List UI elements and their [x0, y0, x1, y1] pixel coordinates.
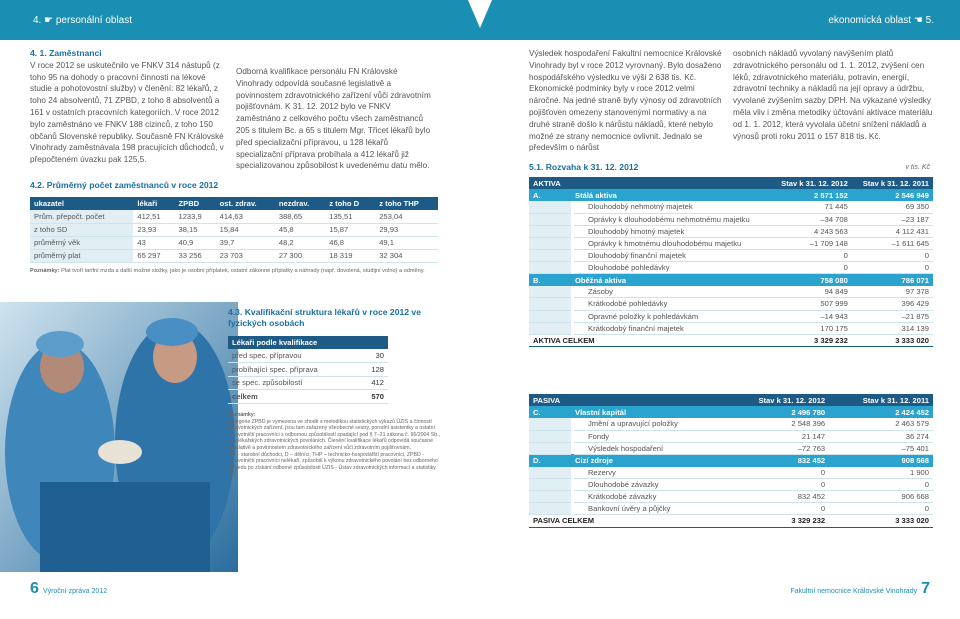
row-label: Fondy — [574, 430, 725, 442]
value-2012: 2 548 396 — [725, 418, 829, 430]
staff-cell: 49,1 — [375, 236, 438, 249]
sec41-p2: Odborná kvalifikace personálu FN Královské Vinohrady odpovídá současné legislativě a povinnostem zdravotnického zařízení vůči zdravotním pojišťovnám. K 31. 12. 2012 bylo ve FNKV zaměstnáno z celkového počtu všech zaměstnanců 205 s titulem Bc. a 65 s titulem Mgr. Třicet lékařů bylo před specializační přípravou, u 128 lékařů specializační příprava probíhala a 412 lékařů již specializovanou způsobilost k uvedenému datu mělo. — [236, 67, 431, 171]
value-2011: 2 463 579 — [829, 418, 933, 430]
row-label: Rezervy — [574, 467, 725, 479]
staff-cell: 23,93 — [133, 223, 174, 236]
value-2011: 3 333 020 — [829, 515, 933, 527]
surgery-photo — [0, 302, 238, 572]
balance-head — [529, 394, 933, 406]
row-code — [529, 250, 571, 262]
doctors-value: 128 — [359, 363, 388, 377]
staff-cell: 412,51 — [133, 210, 174, 223]
table-row — [529, 503, 933, 515]
doctors-value: 412 — [359, 376, 388, 390]
row-code — [529, 237, 571, 249]
table-row — [228, 390, 388, 404]
row-code: D. — [529, 454, 571, 466]
table-row — [529, 322, 933, 334]
staff-cell: průměrný věk — [30, 236, 133, 249]
table-row — [529, 491, 933, 503]
sec41-title: 4. 1. Zaměstnanci — [30, 48, 102, 58]
value-2011: –75 401 — [829, 442, 933, 454]
staff-cell: 33 256 — [174, 249, 215, 262]
balance-head-2012: Stav k 31. 12. 2012 — [725, 394, 829, 406]
row-label: Cizí zdroje — [571, 454, 725, 466]
table-row — [228, 363, 388, 377]
table-row — [529, 274, 933, 286]
value-2012: 0 — [725, 467, 829, 479]
table-row — [529, 467, 933, 479]
right-p1: Výsledek hospodaření Fakultní nemocnice Královské Vinohrady byl v roce 2012 vyrovnaný. Bylo dosaženo hospodářského výsledku ve výši 2 638 tis. Kč. Ekonomické podmínky byly v roce 2012 velmi náročné. Na jedné straně byly výnosy od zdravotních pojišťoven omezeny stanovenými normativy a na druhé straně došlo k nárůstu nákladů, které nebylo možné ze strany nemocnice ovlivnit. Jednalo se především o nárůst — [529, 49, 722, 153]
staff-cell: 18 319 — [325, 249, 375, 262]
staff-cell: 27 300 — [275, 249, 325, 262]
row-label: Dlouhodobý hmotný majetek — [574, 225, 770, 237]
staff-cell: 1233,9 — [174, 210, 215, 223]
value-2011: 908 568 — [829, 454, 933, 466]
row-code — [529, 298, 571, 310]
staff-cell: 135,51 — [325, 210, 375, 223]
value-2012: 2 571 152 — [770, 189, 852, 201]
value-2011: 0 — [852, 250, 933, 262]
doctors-table-head: Lékaři podle kvalifikace — [228, 336, 388, 349]
row-code — [529, 418, 571, 430]
balance-head-2011: Stav k 31. 12. 2011 — [852, 177, 933, 189]
staff-cell: 38,15 — [174, 223, 215, 236]
value-2012: –72 763 — [725, 442, 829, 454]
value-2012: 2 496 780 — [725, 406, 829, 418]
row-code — [529, 467, 571, 479]
table-row — [228, 376, 388, 390]
staff-cell: 48,2 — [275, 236, 325, 249]
value-2012: 170 175 — [770, 322, 852, 334]
value-2012: –34 708 — [770, 213, 852, 225]
staff-cell: 253,04 — [375, 210, 438, 223]
table-row — [529, 237, 933, 249]
table-row — [30, 249, 438, 262]
sec42-title: 4.2. Průměrný počet zaměstnanců v roce 2012 — [30, 180, 219, 190]
staff-cell: 39,7 — [216, 236, 275, 249]
value-2011: 786 071 — [852, 274, 933, 286]
value-2012: 3 329 232 — [770, 334, 852, 346]
staff-col-5: z toho D — [325, 197, 375, 210]
value-2011: 1 900 — [829, 467, 933, 479]
table-row — [529, 430, 933, 442]
table-row — [30, 223, 438, 236]
row-code — [529, 503, 571, 515]
value-2011: –1 611 645 — [852, 237, 933, 249]
row-label: Dlouhodobé závazky — [574, 479, 725, 491]
row-code — [529, 430, 571, 442]
balance-head-2012: Stav k 31. 12. 2012 — [770, 177, 852, 189]
row-code — [529, 225, 571, 237]
row-label: Zásoby — [574, 286, 770, 298]
table-row — [529, 454, 933, 466]
staff-cell: 45,8 — [275, 223, 325, 236]
section-left-label: 4. ☛ personální oblast — [33, 15, 133, 26]
staff-cell: 388,65 — [275, 210, 325, 223]
staff-col-4: nezdrav. — [275, 197, 325, 210]
row-code — [529, 491, 571, 503]
table-row — [529, 286, 933, 298]
sec42-note — [30, 268, 440, 274]
staff-cell: 40,9 — [174, 236, 215, 249]
value-2011: 36 274 — [829, 430, 933, 442]
staff-cell: Prům. přepočt. počet — [30, 210, 133, 223]
doctors-label: před spec. přípravou — [228, 349, 359, 363]
staff-cell: z toho SD — [30, 223, 133, 236]
row-code: C. — [529, 406, 571, 418]
value-2012: 507 999 — [770, 298, 852, 310]
value-2012: 832 452 — [725, 491, 829, 503]
row-code — [529, 442, 571, 454]
table-row — [529, 201, 933, 213]
table-row — [30, 210, 438, 223]
footer-left-text: Výroční zpráva 2012 — [42, 588, 108, 595]
row-code: A. — [529, 189, 571, 201]
liabilities-table — [529, 394, 933, 528]
value-2011: 0 — [829, 503, 933, 515]
value-2012: 832 452 — [725, 454, 829, 466]
table-row — [529, 298, 933, 310]
section-right-label: ekonomická oblast ☚ 5. — [828, 15, 934, 26]
staff-cell: 23 703 — [216, 249, 275, 262]
value-2012: 0 — [725, 503, 829, 515]
table-row — [529, 262, 933, 274]
table-row — [529, 334, 933, 346]
table-row — [529, 442, 933, 454]
row-label: Vlastní kapitál — [571, 406, 725, 418]
footer-left — [30, 580, 107, 598]
doctors-label: se spec. způsobilostí — [228, 376, 359, 390]
row-label: Dlouhodobý finanční majetek — [574, 250, 770, 262]
balance-head — [529, 177, 933, 189]
value-2011: 314 139 — [852, 322, 933, 334]
sec42-note-label: Poznámky: — [30, 268, 60, 274]
row-label: Opravné položky k pohledávkám — [574, 310, 770, 322]
value-2012: 3 329 232 — [725, 515, 829, 527]
doctors-value: 570 — [359, 390, 388, 404]
table-row — [529, 515, 933, 527]
row-label: Krátkodobé závazky — [574, 491, 725, 503]
table-row — [529, 225, 933, 237]
value-2012: 94 849 — [770, 286, 852, 298]
table-row — [529, 479, 933, 491]
row-code — [529, 262, 571, 274]
doctors-label: probíhající spec. příprava — [228, 363, 359, 377]
row-code — [529, 322, 571, 334]
value-2012: –14 943 — [770, 310, 852, 322]
sec41-p1: V roce 2012 se uskutečnilo ve FNKV 314 nástupů (z toho 95 na dohody o pracovní činnosti na lékové studie a pohotovostní služby) v členění: 82 lékařů, z toho 24 absolventů, 71 ZPBD, z toho 8 absolventů a 161 v ostatních pracovních kategoriích. V roce 2012 bylo zaměstnáno ve FNKV 188 cizinců, z toho 150 občanů Slovenské republiky. Současně FN Královské Vinohrady zaměstnávala 198 pracujících důchodců, v přepočteném úvazku pak 125,5. — [30, 60, 224, 165]
row-label: Dlouhodobé pohledávky — [574, 262, 770, 274]
assets-table — [529, 177, 933, 347]
value-2012: 0 — [770, 250, 852, 262]
value-2011: 3 333 020 — [852, 334, 933, 346]
row-label: Oběžná aktiva — [571, 274, 770, 286]
doctors-value: 30 — [359, 349, 388, 363]
sec42-note-text: Plat tvoří tarifní mzda a další možné složky, jako je osobní příplatek, ostatní zákonné příplatky a náhrady (např. dovolená, studijní volno) a odměny. — [61, 268, 425, 274]
value-2011: 396 429 — [852, 298, 933, 310]
row-label: AKTIVA CELKEM — [529, 334, 770, 346]
sec43-note-label: Poznámky: — [228, 412, 256, 418]
row-label: Oprávky k dlouhodobému nehmotnému majetku — [574, 213, 770, 225]
sec43-note-text: Kategorie ZPBD je vymezena ve shodě s metodikou statistických výkazů ÚZIS a činností zdravotnických zařízení, jsou tam zařazeny všeobecné sestry, porodní asistentky a ostatní zdravotničtí pracovníci s odbornou způsobilostí spadající pod § 7–21 zákona č. 96/2004 Sb., o nelékařských zdravotnických povoláních. Členění kvalifikace lékařů odpovídá současné legislativě a povinnostem zdravotnického zařízení vůči zdravotním pojišťovnám. — [228, 418, 440, 451]
page-number-right: 7 — [921, 580, 930, 597]
row-code — [529, 310, 571, 322]
value-2012: 71 445 — [770, 201, 852, 213]
staff-cell: průměrný plat — [30, 249, 133, 262]
table-row — [228, 349, 388, 363]
value-2012: 21 147 — [725, 430, 829, 442]
row-code — [529, 213, 571, 225]
row-label: Stálá aktiva — [571, 189, 770, 201]
value-2012: 0 — [725, 479, 829, 491]
staff-col-1: lékaři — [133, 197, 174, 210]
table-row — [529, 310, 933, 322]
row-label: Bankovní úvěry a půjčky — [574, 503, 725, 515]
value-2011: 4 112 431 — [852, 225, 933, 237]
row-code: B. — [529, 274, 571, 286]
staff-table — [30, 197, 438, 263]
staff-cell: 65 297 — [133, 249, 174, 262]
banner-notch — [468, 0, 492, 28]
table-row — [529, 250, 933, 262]
sec43-note — [228, 412, 443, 478]
right-p2: osobních nákladů vyvolaný navýšením platů zdravotnického personálu od 1. 1. 2012, zvýšení cen léků, zdravotnického materiálu, potravin, energií, zdravotní techniky a nákladů na její opravy a údržbu, vyvolané zvýšením sazby DPH. Na výkazané výsledky měla vliv i změna metodiky účtování aktivace materiálu od 1. 1. 2012, která vyvolala účetní snížení nákladů a výnosů proti roku 2011 o 157 818 tis. Kč. — [733, 49, 933, 141]
value-2011: 0 — [829, 479, 933, 491]
table-row — [30, 236, 438, 249]
staff-col-6: z toho THP — [375, 197, 438, 210]
staff-cell: 414,63 — [216, 210, 275, 223]
row-code — [529, 201, 571, 213]
value-2011: –23 187 — [852, 213, 933, 225]
row-label: Krátkodobý finanční majetek — [574, 322, 770, 334]
staff-cell: 15,84 — [216, 223, 275, 236]
top-banner — [0, 0, 960, 40]
table-row — [529, 406, 933, 418]
value-2011: 0 — [852, 262, 933, 274]
sec43-title: 4.3. Kvalifikační struktura lékařů v roce 2012 ve fyzických osobách — [228, 307, 421, 328]
staff-cell: 32 304 — [375, 249, 438, 262]
staff-col-3: ost. zdrav. — [216, 197, 275, 210]
footer-right-text: Fakultní nemocnice Královské Vinohrady — [790, 588, 918, 595]
value-2011: 2 424 452 — [829, 406, 933, 418]
doctors-label: celkem — [228, 390, 359, 404]
row-label: Krátkodobé pohledávky — [574, 298, 770, 310]
staff-cell: 29,93 — [375, 223, 438, 236]
row-label: Oprávky k hmotnému dlouhodobému majetku — [574, 237, 770, 249]
value-2012: 4 243 563 — [770, 225, 852, 237]
staff-cell: 46,8 — [325, 236, 375, 249]
balance-head-2011: Stav k 31. 12. 2011 — [829, 394, 933, 406]
value-2011: –21 875 — [852, 310, 933, 322]
staff-cell: 43 — [133, 236, 174, 249]
row-label: Dlouhodobý nehmotný majetek — [574, 201, 770, 213]
value-2012: 0 — [770, 262, 852, 274]
value-2011: 69 350 — [852, 201, 933, 213]
row-label: Jmění a upravující položky — [574, 418, 725, 430]
table-row — [529, 213, 933, 225]
row-label: PASIVA CELKEM — [529, 515, 725, 527]
value-2011: 97 378 — [852, 286, 933, 298]
unit-label: v tis. Kč — [905, 164, 930, 171]
balance-head-label: AKTIVA — [529, 177, 770, 189]
row-label: Výsledek hospodaření — [574, 442, 725, 454]
balance-head-label: PASIVA — [529, 394, 725, 406]
value-2011: 906 668 — [829, 491, 933, 503]
staff-col-0: ukazatel — [30, 197, 133, 210]
row-code — [529, 286, 571, 298]
value-2012: –1 709 148 — [770, 237, 852, 249]
doctors-table — [228, 336, 388, 404]
sec51-title: 5.1. Rozvaha k 31. 12. 2012 — [529, 162, 639, 172]
sec43-note-text2: SD – starobní důchodci, D – dělníci, THP – technicko-hospodářští pracovníci, ZPBD - zdravotničtí pracovníci nelékaři, způsobilí k výkonu zdravotnického povolání bez odborného dohledu po získání odborné způsobilosti ÚZIS - Ústav zdravotnických informací a statistiky ČR — [228, 451, 438, 478]
page-number-left: 6 — [30, 580, 39, 597]
table-row — [529, 418, 933, 430]
staff-cell: 15,87 — [325, 223, 375, 236]
table-row — [529, 189, 933, 201]
staff-col-2: ZPBD — [174, 197, 215, 210]
value-2011: 2 546 949 — [852, 189, 933, 201]
value-2012: 758 080 — [770, 274, 852, 286]
footer-right — [790, 580, 930, 598]
sec41-col1 — [30, 48, 226, 166]
row-code — [529, 479, 571, 491]
